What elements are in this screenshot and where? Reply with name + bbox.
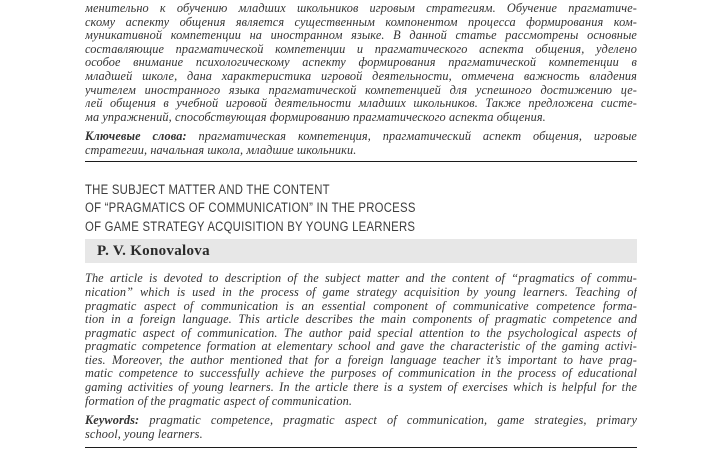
english-keywords [85, 414, 637, 441]
section-divider-top [85, 161, 637, 162]
section-divider-bottom [85, 447, 637, 448]
english-title-line: THE SUBJECT MATTER AND THE CONTENT [85, 181, 330, 197]
english-abstract-line: pragmatic competence formation at elementary school and gave the characteristic of the gaming activi- [85, 340, 637, 354]
english-abstract-line: pragmatic aspect of communication is an essential component of communicative competence forma- [85, 299, 637, 313]
russian-abstract-line: лей общения в учебной игровой деятельности младших школьников. Также предложена систе- [85, 97, 637, 111]
russian-abstract-line: младшей школе, дана характеристика игровой деятельности, отмечена важность владения [85, 69, 637, 83]
russian-abstract-line: особое внимание психологическому аспекту формирования прагматической компетенции в [85, 56, 637, 70]
english-abstract-line: The article is devoted to description of the subject matter and the content of “pragmatics of commu- [85, 272, 637, 286]
english-title-line: OF GAME STRATEGY ACQUISITION BY YOUNG LEARNERS [85, 218, 416, 234]
russian-keywords [85, 130, 637, 157]
russian-abstract-line: учителем иностранного языка прагматической компетенцией для успешного достижению це- [85, 83, 637, 97]
english-abstract-line: formation of the pragmatic aspect of communication. [85, 394, 353, 408]
english-abstract-line: matic competence to successfully achieve the purposes of communication in the process of educational [85, 367, 637, 381]
english-abstract-line: nication” which is used in the process of game strategy acquisition by young learners. Teaching of [85, 285, 637, 299]
english-keywords-line [85, 414, 637, 428]
english-title-line: OF “PRAGMATICS OF COMMUNICATION” IN THE PROCESS [85, 200, 416, 216]
author-name: P. V. Konovalova [97, 243, 210, 260]
english-abstract [85, 272, 637, 408]
english-abstract-line: gaming activities of young learners. In the article there is a system of exercises which is helpful for the [85, 381, 637, 395]
russian-keywords-label: Ключевые слова: [85, 130, 187, 144]
russian-keywords-text: прагматическая компетенция, прагматический аспект общения, игровые [198, 130, 637, 144]
english-abstract-line: pragmatic aspect of communication. The author paid special attention to the psychological aspects of [85, 326, 637, 340]
english-abstract-line: ties. Moreover, the author mentioned that for a foreign language teacher it’s important to have prag- [85, 353, 637, 367]
russian-abstract [85, 0, 637, 124]
author-bar [85, 239, 637, 263]
english-keywords-label: Keywords: [85, 414, 140, 428]
russian-abstract-line: менительно к обучению младших школьников игровым стратегиям. Обучение прагматиче- [85, 2, 637, 15]
russian-abstract-line: ма упражнений, способствующая формированию прагматического аспекта общения. [85, 110, 546, 124]
english-keywords-line: school, young learners. [85, 427, 203, 441]
russian-abstract-line: составляющие прагматической компетенции и прагматического аспекта общения, уделено [85, 42, 637, 56]
english-abstract-line: tion in a foreign language. This article describes the main components of pragmatic competence and [85, 313, 637, 327]
text-column [85, 0, 637, 448]
russian-abstract-line: муникативной компетенции на иностранном языке. В данной статье рассмотрены основные [85, 29, 637, 43]
english-keywords-text: pragmatic competence, pragmatic aspect of communication, game strategies, primary [149, 414, 637, 428]
english-title [85, 181, 637, 237]
russian-keywords-line: стратегии, начальная школа, младшие школьники. [85, 143, 357, 157]
russian-keywords-line [85, 130, 637, 144]
russian-abstract-line: скому аспекту общения является существенным компонентом процесса формирования ком- [85, 15, 637, 29]
